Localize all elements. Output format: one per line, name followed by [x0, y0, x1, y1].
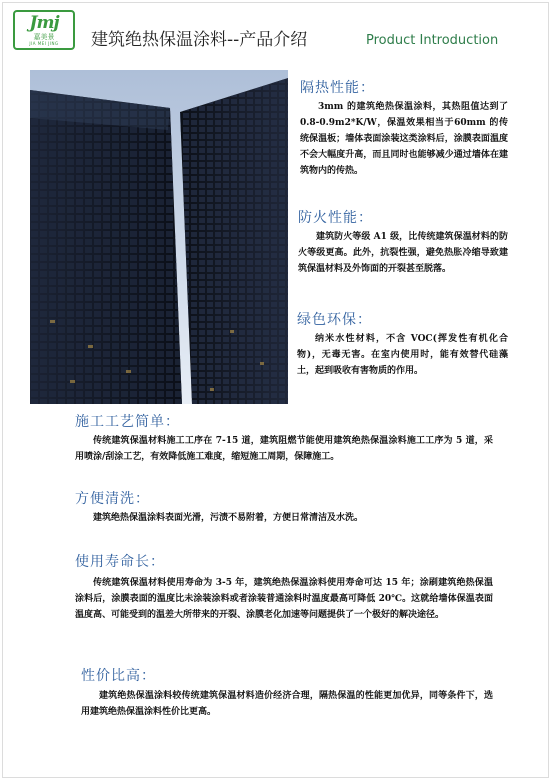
heading-cost-effective: 性价比高：	[81, 668, 156, 684]
paragraph-eco-friendly: 纳米水性材料，不含 VOC(挥发性有机化合物)，无毒无害。在室内使用时，能有效替代硅藻土，起到吸收有害物质的作用。	[297, 334, 508, 376]
heading-eco-friendly: 绿色环保：	[297, 312, 372, 328]
heading-long-service-life: 使用寿命长：	[75, 554, 165, 570]
heading-fire-resistance: 防火性能：	[298, 210, 373, 226]
paragraph-long-service-life: 传统建筑保温材料使用寿命为 3-5 年，建筑绝热保温涂料使用寿命可达 15 年；涂刷建筑绝热保温涂料后，涂膜表面的温度比未涂装涂料或者涂装普通涂料时温度最高可降低 20℃。这就给墙体保温表面温度高、可能受到的温差大所带来的开裂、涂膜老化加速等问题提供了一个极好的解决途径。	[75, 578, 493, 620]
brand-logo	[13, 10, 75, 50]
paragraph-thermal-insulation: 3mm 的建筑绝热保温涂料，其热阻值达到了 0.8-0.9m2*K/W，保温效果相当于60mm 的传统保温板；墙体表面涂装这类涂料后，涂膜表面温度不会大幅度升高，而且同时也能够减少通过墙体在建筑物内的传热。	[300, 102, 508, 176]
page-title: 建筑绝热保温涂料--产品介绍	[91, 30, 308, 50]
logo-mark: Jmj	[29, 13, 59, 33]
office-towers-photo	[30, 70, 288, 404]
paragraph-fire-resistance: 建筑防火等级 A1 级，比传统建筑保温材料的防火等级更高。此外，抗裂性强，避免热胀冷缩导致建筑保温材料及外饰面的开裂甚至脱落。	[298, 232, 508, 274]
page-subtitle: Product Introduction	[366, 33, 499, 48]
paragraph-simple-construction: 传统建筑保温材料施工工序在 7-15 道，建筑阻燃节能使用建筑绝热保温涂料施工工序为 5 道，采用喷涂/刮涂工艺，有效降低施工难度，缩短施工周期，保障施工。	[75, 436, 493, 462]
heading-easy-cleaning: 方便清洗：	[75, 491, 150, 507]
heading-simple-construction: 施工工艺简单：	[75, 414, 180, 430]
paragraph-easy-cleaning: 建筑绝热保温涂料表面光滑，污渍不易附着，方便日常清洁及水洗。	[93, 513, 364, 523]
heading-thermal-insulation: 隔热性能：	[300, 80, 375, 96]
paragraph-cost-effective: 建筑绝热保温涂料较传统建筑保温材料造价经济合理，隔热保温的性能更加优异，同等条件下，选用建筑绝热保温涂料性价比更高。	[81, 691, 493, 717]
logo-name: 嘉美景	[33, 33, 55, 41]
logo-english-name: JIA MEI JING	[29, 41, 59, 46]
